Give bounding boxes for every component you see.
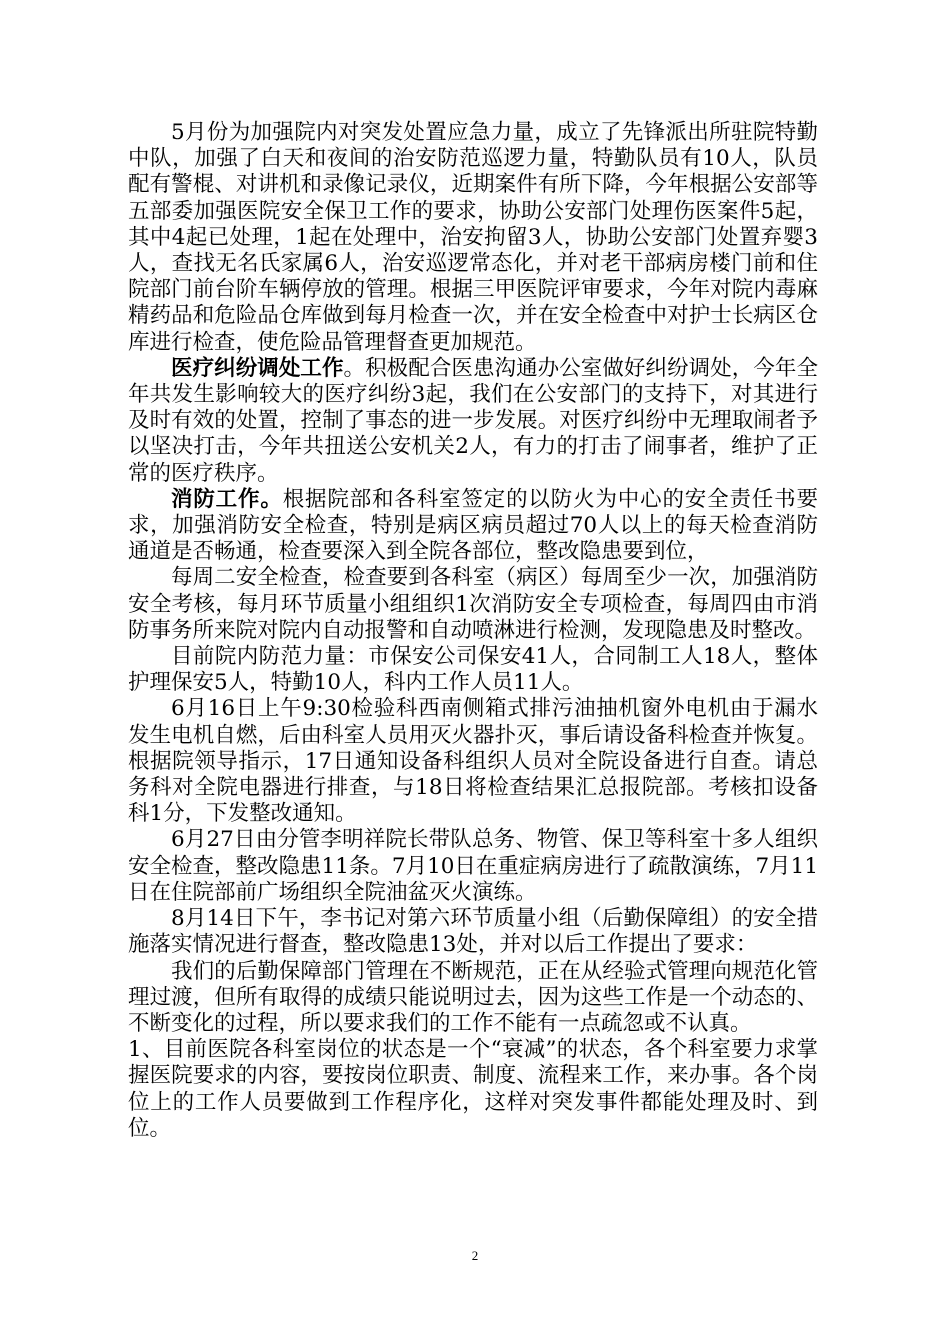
paragraph-heading: 医疗纠纷调处工作 <box>171 355 344 381</box>
paragraph-management-summary <box>128 959 818 1038</box>
page-number: 2 <box>471 1248 479 1263</box>
paragraph-staffing <box>128 644 818 696</box>
paragraph-text: 6月16日上午9:30检验科西南侧箱式排污油抽机窗外电机由于漏水发生电机自燃，后由科室人员用灭火器扑灭，事后请设备科检查并恢复。根据院领导指示，17日通知设备科组织人员对全院设备进行自查。请总务科对全院电器进行排查，与18日将检查结果汇总报院部。考核扣设备科1分，下发整改通知。 <box>128 696 818 827</box>
paragraph-text: 1、目前医院各科室岗位的状态是一个“衰减”的状态，各个科室要力求掌握医院要求的内容，要按岗位职责、制度、流程来工作，来办事。各个岗位上的工作人员要做到工作程序化，这样对突发事件都能处理及时、到位。 <box>128 1037 818 1141</box>
paragraph-security-team <box>128 120 818 356</box>
paragraph-text: 目前院内防范力量：市保安公司保安41人，合同制工人18人，整体护理保安5人，特勤10人，科内工作人员11人。 <box>128 644 818 696</box>
paragraph-fire-safety <box>128 487 818 566</box>
paragraph-text: 每周二安全检查，检查要到各科室（病区）每周至少一次，加强消防安全考核，每月环节质量小组组织1次消防安全专项检查，每周四由市消防事务所来院对院内自动报警和自动喷淋进行检测，发现隐患及时整改。 <box>128 565 818 643</box>
paragraph-heading: 消防工作。 <box>171 486 283 512</box>
paragraph-august-14-review <box>128 906 818 958</box>
paragraph-item-1 <box>128 1037 818 1142</box>
paragraph-weekly-inspection <box>128 565 818 644</box>
paragraph-text: 8月14日下午，李书记对第六环节质量小组（后勤保障组）的安全措施落实情况进行督查，整改隐患13处，并对以后工作提出了要求： <box>128 906 818 958</box>
paragraph-medical-disputes <box>128 356 818 487</box>
paragraph-text: 5月份为加强院内对突发处置应急力量，成立了先锋派出所驻院特勤中队，加强了白天和夜间的治安防范巡逻力量，特勤队员有10人，队员配有警棍、对讲机和录像记录仪，近期案件有所下降，今年根据公安部等五部委加强医院安全保卫工作的要求，协助公安部门处理伤医案件5起，其中4起已处理，1起在处理中，治安拘留3人，协助公安部门处置弃婴3人，查找无名氏家属6人，治安巡逻常态化，并对老干部病房楼门前和住院部门前台阶车辆停放的管理。根据三甲医院评审要求，今年对院内毒麻精药品和危险品仓库做到每月检查一次，并在安全检查中对护士长病区仓库进行检查，使危险品管理督查更加规范。 <box>128 120 818 355</box>
paragraph-june-27-inspection <box>128 827 818 906</box>
document-body <box>128 120 818 1142</box>
paragraph-text: 根据院部和各科室签定的以防火为中心的安全责任书要求，加强消防安全检查，特别是病区病员超过70人以上的每天检查消防通道是否畅通，检查要深入到全院各部位，整改隐患要到位， <box>128 486 818 565</box>
paragraph-text: 6月27日由分管李明祥院长带队总务、物管、保卫等科室十多人组织安全检查，整改隐患11条。7月10日在重症病房进行了疏散演练，7月11日在住院部前广场组织全院油盆灭火演练。 <box>128 827 818 905</box>
paragraph-june-16-incident <box>128 696 818 827</box>
paragraph-text: 我们的后勤保障部门管理在不断规范，正在从经验式管理向规范化管理过渡，但所有取得的成绩只能说明过去，因为这些工作是一个动态的、不断变化的过程，所以要求我们的工作不能有一点疏忽或不认真。 <box>128 958 818 1036</box>
paragraph-text: 。积极配合医患沟通办公室做好纠纷调处，今年全年共发生影响较大的医疗纠纷3起，我们在公安部门的支持下，对其进行及时有效的处置，控制了事态的进一步发展。对医疗纠纷中无理取闹者予以坚决打击，今年共扭送公安机关2人，有力的打击了闹事者，维护了正常的医疗秩序。 <box>128 355 818 486</box>
